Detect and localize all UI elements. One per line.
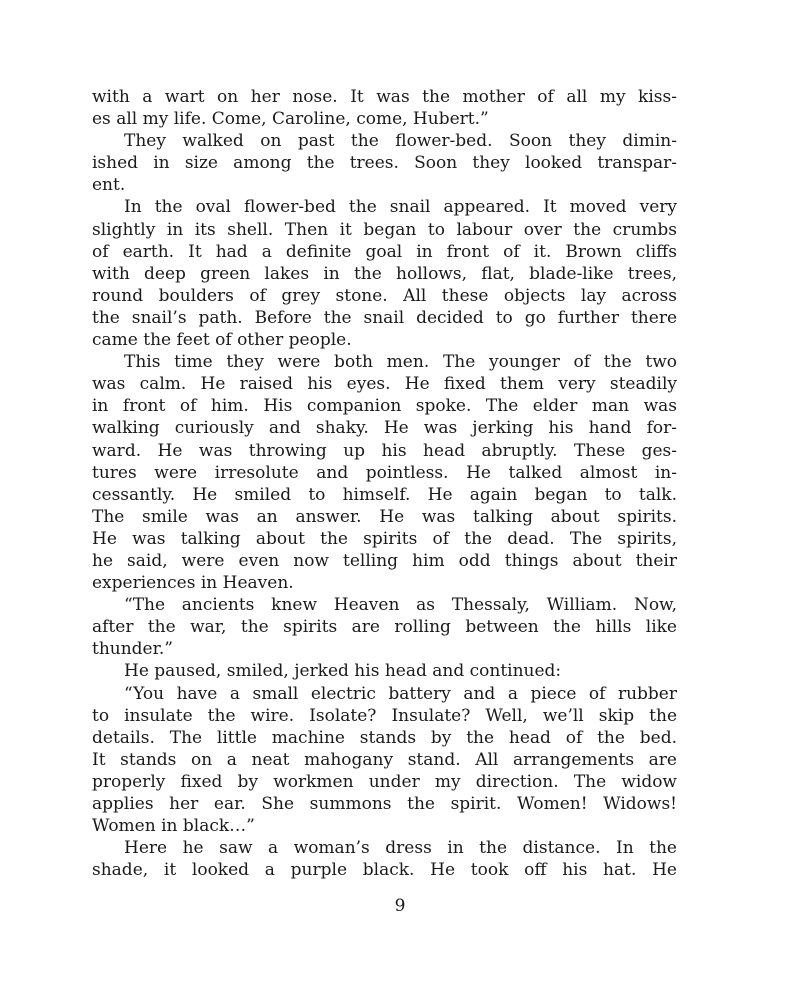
text-line: The smile was an answer. He was talking about spirits.	[92, 506, 677, 527]
text-line: walking curiously and shaky. He was jerking his hand for-	[92, 418, 677, 439]
text-line: after the war, the spirits are rolling between the hills like	[92, 617, 677, 638]
text-line: in front of him. His companion spoke. The elder man was	[92, 396, 677, 417]
text-line: experiences in Heaven.	[92, 573, 294, 594]
page-text-body	[92, 86, 677, 881]
text-line: They walked on past the flower-bed. Soon they dimin-	[124, 131, 677, 152]
text-line: In the oval flower-bed the snail appeared. It moved very	[124, 197, 677, 218]
text-line: cessantly. He smiled to himself. He again began to talk.	[92, 484, 677, 505]
text-line: thunder.”	[92, 639, 173, 660]
page-number: 9	[394, 896, 406, 916]
text-line: to insulate the wire. Isolate? Insulate? Well, we’ll skip the	[92, 705, 677, 726]
text-line: “You have a small electric battery and a piece of rubber	[124, 683, 677, 704]
text-line: ward. He was throwing up his head abruptly. These ges-	[92, 440, 677, 461]
text-line: shade, it looked a purple black. He took off his hat. He	[92, 860, 677, 881]
text-line: He paused, smiled, jerked his head and continued:	[124, 661, 562, 682]
text-line: of earth. It had a definite goal in front of it. Brown cliffs	[92, 241, 677, 262]
text-line: Here he saw a woman’s dress in the distance. In the	[124, 838, 677, 859]
text-line: Women in black…”	[92, 816, 255, 837]
text-line: came the feet of other people.	[92, 330, 352, 351]
text-line: slightly in its shell. Then it began to labour over the crumbs	[92, 219, 677, 240]
text-line: he said, were even now telling him odd things about their	[92, 550, 677, 571]
text-line: ished in size among the trees. Soon they looked transpar-	[92, 153, 677, 174]
text-line: the snail’s path. Before the snail decided to go further there	[92, 307, 677, 328]
text-line: with a wart on her nose. It was the mother of all my kiss-	[92, 87, 677, 107]
text-line: “The ancients knew Heaven as Thessaly, William. Now,	[124, 595, 677, 616]
text-line: round boulders of grey stone. All these objects lay across	[92, 285, 677, 306]
text-line: It stands on a neat mahogany stand. All arrangements are	[92, 749, 677, 770]
text-line: ent.	[92, 175, 126, 196]
text-line: applies her ear. She summons the spirit. Women! Widows!	[92, 794, 677, 814]
text-line: was calm. He raised his eyes. He fixed them very steadily	[92, 374, 677, 395]
text-line: es all my life. Come, Caroline, come, Hubert.”	[92, 109, 489, 130]
text-line: This time they were both men. The younger of the two	[124, 352, 677, 373]
text-line: properly fixed by workmen under my direction. The widow	[92, 771, 677, 792]
text-line: He was talking about the spirits of the dead. The spirits,	[92, 528, 677, 549]
text-line: with deep green lakes in the hollows, flat, blade-like trees,	[92, 263, 677, 284]
text-line: tures were irresolute and pointless. He talked almost in-	[92, 462, 677, 483]
text-line: details. The little machine stands by the head of the bed.	[92, 727, 677, 748]
